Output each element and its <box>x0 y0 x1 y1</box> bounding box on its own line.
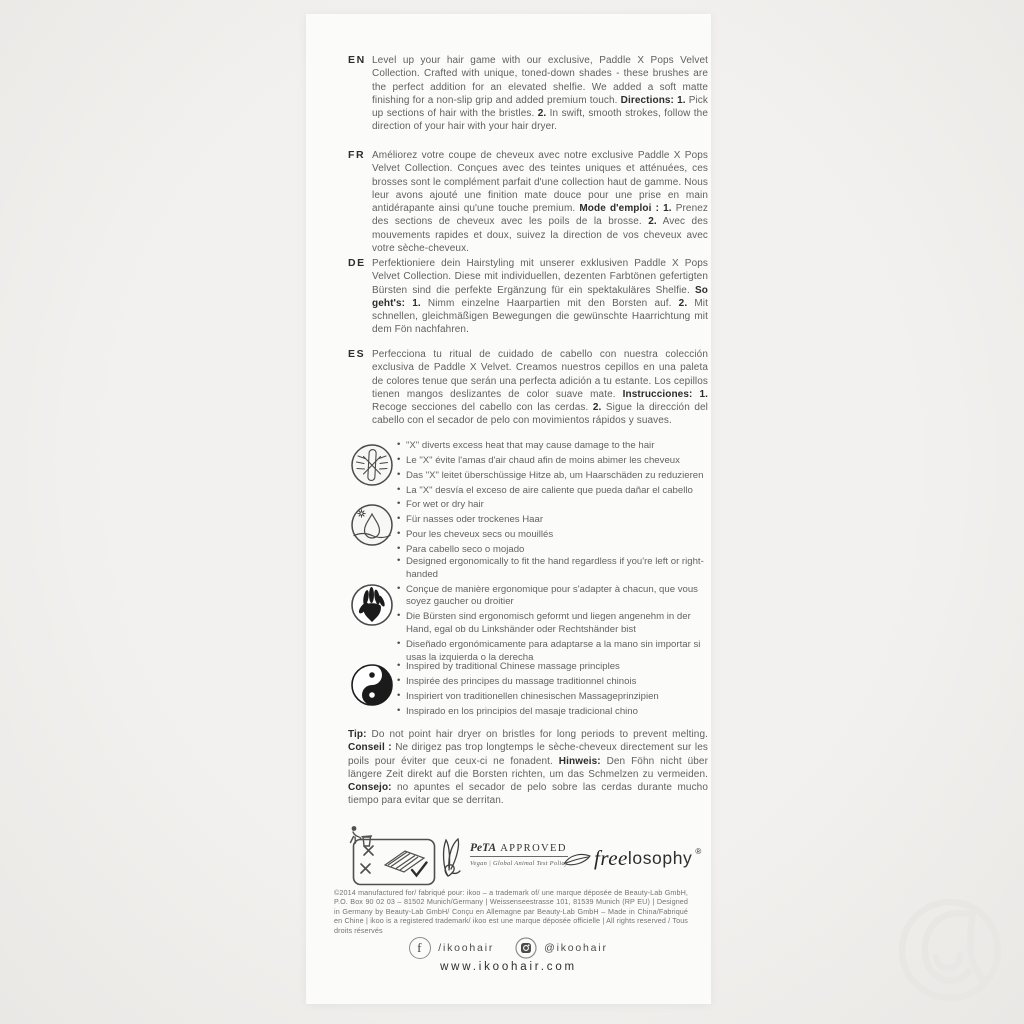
paragraph-text: Recoge secciones del cabello con las cerdas. <box>372 402 593 414</box>
peta-tagline: Vegan | Global Animal Test Policy <box>470 859 568 867</box>
bullet-item <box>397 514 708 527</box>
bullet-text: Inspirée des principes du massage traditionnel chinois <box>406 676 637 688</box>
water-drop-icon <box>350 503 394 547</box>
bullet-text: Diseñado ergonómicamente para adaptarse a la mano sin importar si usas la izquierda o la derecha <box>406 639 701 663</box>
bullet-dot: • <box>397 555 401 566</box>
legal-text: ©2014 manufactured for/ fabriqué pour: ikoo – a trademark of/ une marque déposée de Beauty-Lab GmbH, P.O. Box 90 02 03 – 81502 Munich/Germany | Weissenseestrasse 101, 81539 Munich (RP EU) | Designed in Germany by Beauty-Lab GmbH/ Conçu en Allemagne par Beauty-Lab GmbH – Made in China/Fabriqué en Chine | ikoo is a registered trademark/ ikoo est une marque déposée officielle | All rights reserved / Tous droits réservés <box>334 888 688 935</box>
paragraph-text: Perfecciona tu ritual de cuidado de cabello con nuestra colección exclusiva de Paddle X Velvet. Creamos nuestros cepillos en una paleta de colores tenue que serán una perfecta adición a tu estante. Los cepillos tienen mangos deslizantes de color suave mate. <box>372 349 708 400</box>
website-url: www.ikoohair.com <box>440 961 577 973</box>
paragraph-text: Level up your hair game with our exclusive, Paddle X Pops Velvet Collection. Crafted with unique, toned-down shades - these brushes are the perfect addition for an elevated shelfie. We added a soft matte finishing for a non-slip grip and added premium touch. <box>372 55 708 106</box>
bullet-dot: • <box>397 469 401 481</box>
paragraph-text: Sigue la dirección del cabello con el secador de pelo con movimientos rápidos y suaves. <box>372 402 708 427</box>
consejo-label: Consejo: <box>348 782 392 794</box>
bullet-item <box>397 529 708 542</box>
bullet-text: Inspired by traditional Chinese massage principles <box>406 661 620 672</box>
bullet-dot: • <box>397 484 401 496</box>
paragraph-text: Améliorez votre coupe de cheveux avec notre exclusive Paddle X Pops Velvet Collection. Conçues avec des teintes uniques et atténuées, ces brosses sont le complément parfait d'une collection haut de gamme. Nous leur avons ajouté une finition mate douce pour une prise en main antidérapante ainsi qu'une touche premium. <box>372 150 708 215</box>
tip-text: Do not point hair dryer on bristles for long periods to prevent melting. <box>366 729 708 740</box>
bullet-item <box>397 706 708 719</box>
feature-bullets <box>397 661 708 719</box>
tip-text: no apuntes el secador de pelo sobre las cerdas durante mucho tiempo para evitar que se derritan. <box>348 782 708 807</box>
peta-bunny-icon <box>440 836 466 878</box>
paragraph-de <box>348 257 708 337</box>
paragraph-en <box>348 54 708 134</box>
feature-bullets <box>397 499 708 557</box>
conseil-label: Conseil : <box>348 742 392 754</box>
tip-text: Den Föhn nicht über längere Zeit direkt auf die Borsten richten, um das Schmelzen zu vermeiden. <box>348 755 709 780</box>
paragraph-text: Perfektioniere dein Hairstyling mit unserer exklusiven Paddle X Pops Velvet Collection. Diese mit individuellen, dezenten Farbtönen gefertigten Bürsten sind die perfekte Ergänzung für ein spektakuläres Shelfie. <box>372 258 708 296</box>
bullet-dot: • <box>397 675 401 687</box>
step-number: 2. <box>678 297 688 309</box>
bullet-text: Pour les cheveux secs ou mouillés <box>406 529 554 541</box>
tip-label: Tip: <box>348 729 367 740</box>
directions-label: Instrucciones: 1. <box>622 388 708 400</box>
bullet-dot: • <box>397 528 401 540</box>
bullet-text: "X" diverts excess heat that may cause damage to the hair <box>406 440 655 451</box>
lang-label-en: EN <box>348 54 366 66</box>
peta-name: PeTA <box>470 842 497 854</box>
bullet-dot: • <box>397 454 401 466</box>
step-number: 2. <box>592 402 602 414</box>
product-info-card <box>306 14 711 1004</box>
paragraph-text: Pick up sections of hair with the bristles. <box>372 94 709 120</box>
lang-label-fr: FR <box>348 149 366 161</box>
peta-approved-logo <box>470 842 568 867</box>
instagram-icon <box>515 937 537 959</box>
feature-ergonomic <box>348 556 708 667</box>
bullet-item <box>397 440 708 453</box>
bullet-text: For wet or dry hair <box>406 499 484 510</box>
leaf-icon <box>562 850 592 868</box>
yin-yang-icon <box>350 663 394 707</box>
bullet-dot: • <box>397 439 401 450</box>
bullet-item <box>397 584 708 609</box>
bullet-dot: • <box>397 660 401 671</box>
paragraph-es <box>348 348 708 428</box>
bullet-item <box>397 485 708 498</box>
bullet-item <box>397 676 708 689</box>
feature-bullets <box>397 556 708 664</box>
feature-wet-dry <box>348 499 708 559</box>
paragraph-text: Nimm einzelne Haarpartien mit den Borsten auf. <box>420 297 679 309</box>
usage-pictogram-icon <box>352 838 436 886</box>
freelosophy-logo <box>562 846 701 871</box>
hinweis-label: Hinweis: <box>558 755 601 767</box>
step-number: 2. <box>537 108 547 120</box>
bullet-text: Inspirado en los principios del masaje tradicional chino <box>406 706 638 718</box>
bullet-item <box>397 611 708 636</box>
bullet-item <box>397 455 708 468</box>
bullet-text: Das "X" leitet überschüssige Hitze ab, um Haarschäden zu reduzieren <box>406 470 704 482</box>
bullet-item <box>397 556 708 581</box>
registered-mark: ® <box>695 847 702 856</box>
facebook-letter: f <box>417 940 424 955</box>
hand-icon <box>350 583 394 627</box>
paragraph-text: Prenez des sections de cheveux avec les poils de la brosse. <box>372 203 708 228</box>
facebook-icon <box>409 937 431 959</box>
bullet-text: La "X" desvía el exceso de aire caliente que pueda dañar el cabello <box>406 485 693 497</box>
directions-label: So geht's: 1. <box>372 284 708 309</box>
bullet-dot: • <box>397 543 401 555</box>
bullet-text: Designed ergonomically to fit the hand regardless if you're left or right-handed <box>406 556 704 580</box>
lang-label-es: ES <box>348 348 366 360</box>
swirl-a-watermark-icon <box>884 884 1016 1016</box>
instagram-handle: @ikoohair <box>544 942 608 954</box>
bullet-text: Para cabello seco o mojado <box>406 544 525 556</box>
bullet-dot: • <box>397 498 401 509</box>
bullet-item <box>397 470 708 483</box>
lang-label-de: DE <box>348 257 366 269</box>
bullet-item <box>397 691 708 704</box>
step-number: 2. <box>648 216 657 228</box>
facebook-handle: /ikoohair <box>438 942 495 954</box>
directions-label: Directions: 1. <box>620 94 686 106</box>
directions-label: Mode d'emploi : 1. <box>579 203 672 215</box>
bullet-dot: • <box>397 705 401 717</box>
bullet-text: Conçue de manière ergonomique pour s'adapter à chacun, que vous soyez gaucher ou droitier <box>406 583 698 608</box>
bullet-dot: • <box>397 582 401 594</box>
paragraph-text: Mit schnellen, gleichmäßigen Bewegungen die gewünschte Haarrichtung mit dem Fön nachfahren. <box>372 297 708 336</box>
peta-approved-label: APPROVED <box>500 843 567 854</box>
paragraph-text: Avec des mouvements rapides et doux, suivez la direction de vos cheveux avec votre sèche-cheveux. <box>372 216 708 255</box>
bullet-item <box>397 544 708 557</box>
bullet-item <box>397 661 708 674</box>
tip-paragraph <box>348 728 708 808</box>
bullet-text: Die Bürsten sind ergonomisch geformt und liegen angenehm in der Hand, egal ob du Linkshänder oder Rechtshänder bist <box>406 611 691 635</box>
x-brush-icon <box>350 443 394 487</box>
freelosophy-losophy: losophy <box>627 848 693 868</box>
tip-text: Ne dirigez pas trop longtemps le sèche-cheveux directement sur les poils pour éviter que ceux-ci ne fonadent. <box>348 742 708 767</box>
bullet-text: Inspiriert von traditionellen chinesischen Massageprinzipien <box>406 691 659 703</box>
bullet-dot: • <box>397 513 401 525</box>
bullet-dot: • <box>397 610 401 622</box>
social-row <box>306 937 711 959</box>
paragraph-fr <box>348 149 708 255</box>
bullet-item <box>397 499 708 512</box>
bullet-text: Für nasses oder trockenes Haar <box>406 514 544 526</box>
certifications-row <box>346 824 702 896</box>
feature-x-airflow <box>348 440 708 500</box>
bullet-text: Le "X" évite l'amas d'air chaud afin de moins abimer les cheveux <box>406 455 680 467</box>
paragraph-text: In swift, smooth strokes, follow the direction of your hair with your hair dryer. <box>372 108 708 133</box>
feature-bullets <box>397 440 708 498</box>
bullet-dot: • <box>397 638 401 650</box>
feature-massage <box>348 661 708 721</box>
freelosophy-free: free <box>594 846 628 870</box>
bullet-dot: • <box>397 690 401 702</box>
